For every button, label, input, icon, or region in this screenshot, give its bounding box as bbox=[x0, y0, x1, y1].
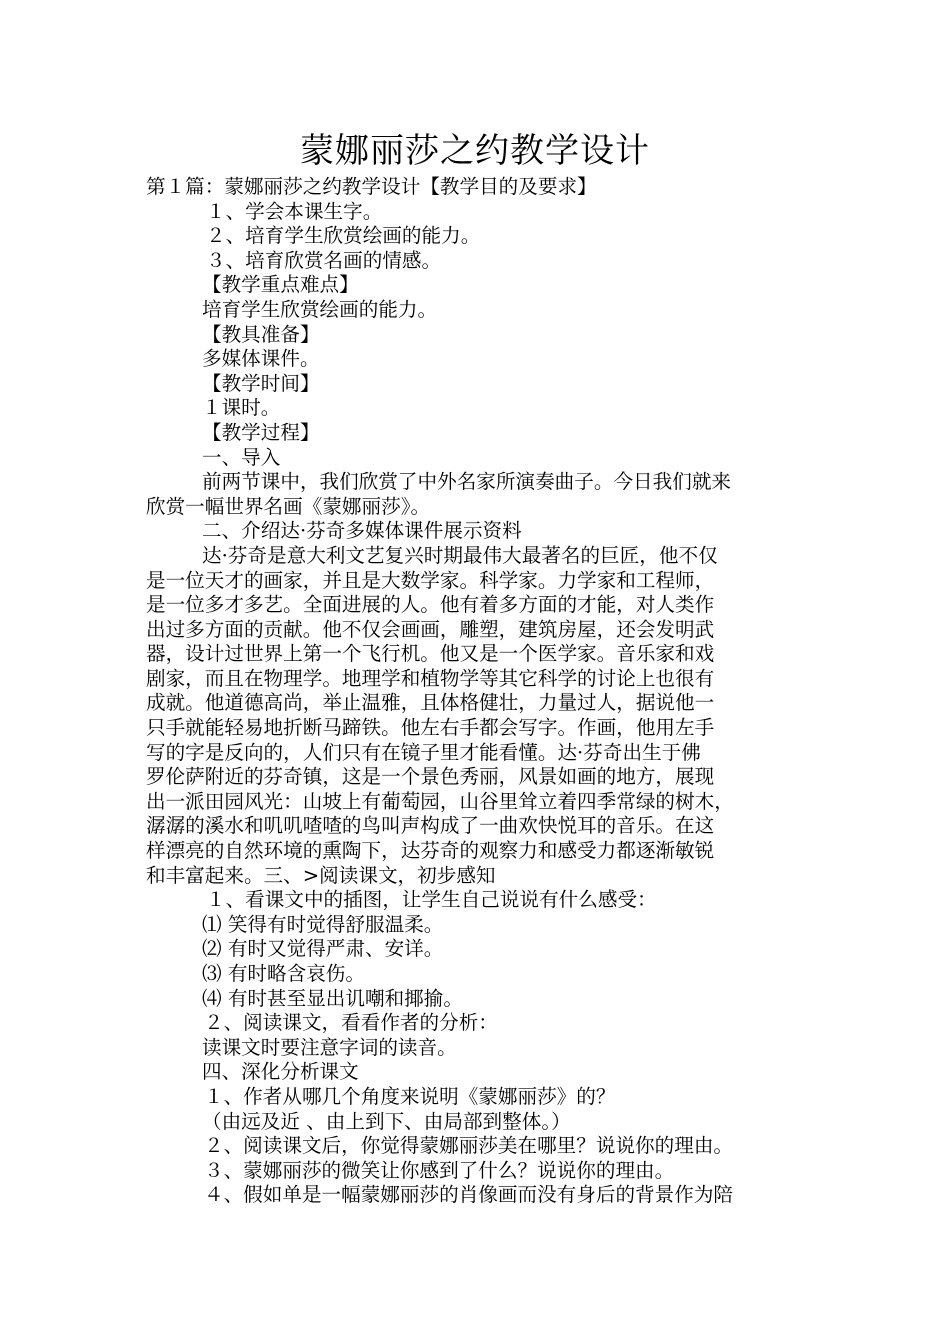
text-line: 【教学过程】 bbox=[202, 420, 320, 444]
text-line: 前两节课中，我们欣赏了中外名家所演奏曲子。今日我们就来 bbox=[202, 470, 732, 494]
text-line: ２、阅读课文后，你觉得蒙娜丽莎美在哪里？说说你的理由。 bbox=[204, 1134, 734, 1158]
text-line: 出一派田园风光：山坡上有葡萄园，山谷里耸立着四季常绿的树木， bbox=[146, 789, 734, 813]
text-line: 【教学时间】 bbox=[202, 371, 320, 395]
text-line: 培育学生欣赏绘画的能力。 bbox=[202, 297, 438, 321]
text-line: 【教具准备】 bbox=[202, 322, 320, 346]
text-line: 成就。他道德高尚，举止温雅，且体格健壮，力量过人，据说他一 bbox=[146, 691, 715, 715]
text-line: １课时。 bbox=[202, 396, 281, 420]
document-body bbox=[146, 175, 826, 1208]
text-line: 和丰富起来。三、>阅读课文，初步感知 bbox=[146, 863, 496, 887]
text-line: ４、假如单是一幅蒙娜丽莎的肖像画而没有身后的背景作为陪 bbox=[204, 1183, 734, 1207]
text-line: 是一位天才的画家，并且是大数学家。科学家。力学家和工程师， bbox=[146, 568, 715, 592]
text-line: 达·芬奇是意大利文艺复兴时期最伟大最著名的巨匠，他不仅 bbox=[202, 543, 718, 567]
text-line: （由远及近 、由上到下、由局部到整体。） bbox=[202, 1109, 571, 1133]
text-line: ⑴ 笑得有时觉得舒服温柔。 bbox=[202, 912, 444, 936]
text-line: 只手就能轻易地折断马蹄铁。他左右手都会写字。作画，他用左手 bbox=[146, 716, 715, 740]
text-line: 二、介绍达·芬奇多媒体课件展示资料 bbox=[202, 519, 522, 543]
text-line: 多媒体课件。 bbox=[202, 347, 320, 371]
text-line: 器，设计过世界上第一个飞行机。他又是一个医学家。音乐家和戏 bbox=[146, 642, 715, 666]
text-line: 潺潺的溪水和叽叽喳喳的鸟叫声构成了一曲欢快悦耳的音乐。在这 bbox=[146, 814, 715, 838]
text-line: １、学会本课生字。 bbox=[206, 199, 383, 223]
text-line: １、作者从哪几个角度来说明《蒙娜丽莎》的？ bbox=[204, 1084, 616, 1108]
text-line: 第１篇：蒙娜丽莎之约教学设计【教学目的及要求】 bbox=[146, 175, 597, 198]
text-line: 读课文时要注意字词的读音。 bbox=[202, 1035, 457, 1059]
text-line: 剧家，而且在物理学。地理学和植物学等其它科学的讨论上也很有 bbox=[146, 666, 715, 690]
text-line: 样漂亮的自然环境的熏陶下，达芬奇的观察力和感受力都逐渐敏锐 bbox=[146, 839, 715, 863]
text-line: 一、导入 bbox=[202, 445, 281, 469]
text-line: ２、培育学生欣赏绘画的能力。 bbox=[206, 224, 481, 248]
page-title: 蒙娜丽莎之约教学设计 bbox=[300, 131, 650, 171]
text-line: 出过多方面的贡献。他不仅会画画，雕塑，建筑房屋，还会发明武 bbox=[146, 617, 715, 641]
text-line: ⑶ 有时略含哀伤。 bbox=[202, 962, 365, 985]
text-line: ３、培育欣赏名画的情感。 bbox=[206, 248, 442, 272]
text-line: 欣赏一幅世界名画《蒙娜丽莎》。 bbox=[146, 494, 431, 518]
text-line: ３、蒙娜丽莎的微笑让你感到了什么？说说你的理由。 bbox=[204, 1158, 675, 1182]
text-line: 写的字是反向的，人们只有在镜子里才能看懂。达·芬奇出生于佛 bbox=[146, 740, 701, 764]
text-line: 【教学重点难点】 bbox=[202, 273, 359, 297]
text-line: １、看课文中的插图，让学生自己说说有什么感受： bbox=[206, 888, 657, 912]
text-line: ⑵ 有时又觉得严肃、安详。 bbox=[202, 937, 444, 961]
text-line: 罗伦萨附近的芬奇镇，这是一个景色秀丽，风景如画的地方，展现 bbox=[146, 765, 715, 789]
text-line: ２、阅读课文，看看作者的分析： bbox=[204, 1011, 498, 1035]
text-line: 是一位多才多艺。全面进展的人。他有着多方面的才能，对人类作 bbox=[146, 593, 715, 617]
text-line: ⑷ 有时甚至显出讥嘲和揶揄。 bbox=[202, 986, 463, 1010]
text-line: 四、深化分析课文 bbox=[202, 1060, 359, 1084]
